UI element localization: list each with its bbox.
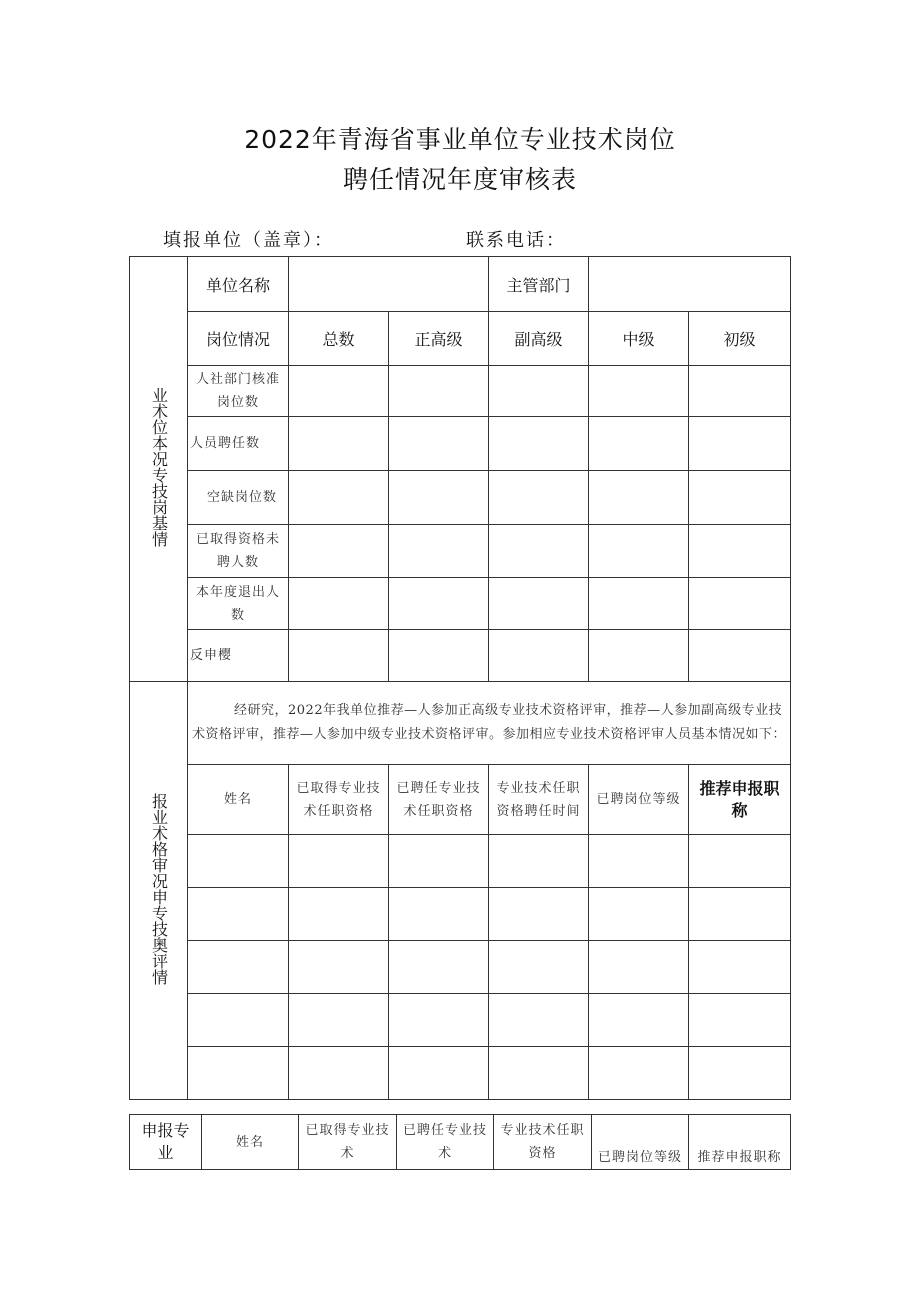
bottom-header-post-level: 已聘岗位等级 — [592, 1115, 689, 1170]
header-obtained: 已取得专业技术任职资格 — [289, 765, 389, 835]
header-appointed: 已聘任专业技术任职资格 — [389, 765, 489, 835]
cell[interactable] — [289, 941, 389, 994]
cell[interactable] — [489, 994, 589, 1047]
cell[interactable] — [589, 941, 689, 994]
cell[interactable] — [689, 835, 791, 888]
cell[interactable] — [589, 630, 689, 682]
cell[interactable] — [389, 578, 489, 630]
cell[interactable] — [489, 835, 589, 888]
cell[interactable] — [188, 888, 289, 941]
dept-value[interactable] — [589, 257, 791, 312]
cell[interactable] — [689, 417, 791, 471]
cell[interactable] — [589, 471, 689, 525]
phone-field-label: 联系电话： — [466, 230, 566, 251]
cell[interactable] — [289, 1047, 389, 1100]
header-name: 姓名 — [188, 765, 289, 835]
cell[interactable] — [289, 417, 389, 471]
header-appoint-time: 专业技术任职资格聘任时间 — [489, 765, 589, 835]
cell[interactable] — [489, 525, 589, 578]
cell[interactable] — [188, 941, 289, 994]
header-recommend: 推荐申报职称 — [689, 765, 791, 835]
cell[interactable] — [689, 630, 791, 682]
bottom-table — [129, 1114, 791, 1170]
cell[interactable] — [289, 888, 389, 941]
cell[interactable] — [689, 525, 791, 578]
bottom-header-recommend: 推荐申报职称 — [689, 1115, 791, 1170]
header-senior: 正高级 — [389, 312, 489, 366]
cell[interactable] — [689, 1047, 791, 1100]
cell[interactable] — [489, 630, 589, 682]
section1-side-label: 业术位本况专技岗基情 — [130, 257, 188, 682]
cell[interactable] — [489, 578, 589, 630]
cell[interactable] — [389, 525, 489, 578]
section2-side-label: 报业术格审况申专技奥评情 — [130, 682, 188, 1100]
intro-paragraph: 经研究，2022年我单位推荐—人参加正高级专业技术资格评审，推荐—人参加副高级专业技术资格评审，推荐—人参加中级专业技术资格评审。参加相应专业技术资格评审人员基本情况如下： — [188, 682, 791, 765]
header-vice-senior: 副高级 — [489, 312, 589, 366]
cell[interactable] — [589, 525, 689, 578]
cell[interactable] — [689, 578, 791, 630]
cell[interactable] — [389, 417, 489, 471]
row-label: 空缺岗位数 — [188, 471, 289, 525]
cell[interactable] — [188, 1047, 289, 1100]
cell[interactable] — [188, 835, 289, 888]
cell[interactable] — [289, 525, 389, 578]
cell[interactable] — [389, 1047, 489, 1100]
cell[interactable] — [689, 941, 791, 994]
row-label: 反申樱 — [188, 630, 289, 682]
header-intermediate: 中级 — [589, 312, 689, 366]
cell[interactable] — [489, 941, 589, 994]
header-total: 总数 — [289, 312, 389, 366]
cell[interactable] — [489, 417, 589, 471]
header-post: 岗位情况 — [188, 312, 289, 366]
cell[interactable] — [389, 366, 489, 417]
cell[interactable] — [589, 417, 689, 471]
cell[interactable] — [689, 366, 791, 417]
cell[interactable] — [489, 888, 589, 941]
cell[interactable] — [289, 578, 389, 630]
cell[interactable] — [489, 366, 589, 417]
row-label: 本年度退出人数 — [188, 578, 289, 630]
cell[interactable] — [389, 630, 489, 682]
cell[interactable] — [289, 471, 389, 525]
cell[interactable] — [589, 1047, 689, 1100]
cell[interactable] — [289, 835, 389, 888]
cell[interactable] — [389, 471, 489, 525]
header-junior: 初级 — [689, 312, 791, 366]
cell[interactable] — [589, 994, 689, 1047]
cell[interactable] — [689, 471, 791, 525]
bottom-header-obtained: 已取得专业技术 — [299, 1115, 397, 1170]
cell[interactable] — [589, 888, 689, 941]
cell[interactable] — [689, 994, 791, 1047]
cell[interactable] — [489, 1047, 589, 1100]
unit-name-value[interactable] — [289, 257, 489, 312]
cell[interactable] — [589, 366, 689, 417]
cell[interactable] — [589, 835, 689, 888]
section3-side-label: 申报专业 — [130, 1115, 202, 1170]
cell[interactable] — [389, 941, 489, 994]
unit-field-label: 填报单位（盖章）： — [163, 230, 334, 251]
header-post-level: 已聘岗位等级 — [589, 765, 689, 835]
row-label: 人社部门核准岗位数 — [188, 366, 289, 417]
cell[interactable] — [289, 366, 389, 417]
row-label: 人员聘任数 — [188, 417, 289, 471]
unit-name-label: 单位名称 — [188, 257, 289, 312]
cell[interactable] — [188, 994, 289, 1047]
cell[interactable] — [589, 578, 689, 630]
dept-label: 主管部门 — [489, 257, 589, 312]
cell[interactable] — [289, 630, 389, 682]
cell[interactable] — [389, 994, 489, 1047]
cell[interactable] — [489, 471, 589, 525]
title-line-1: 2022年青海省事业单位专业技术岗位 — [244, 125, 676, 154]
title-line-2: 聘任情况年度审核表 — [342, 165, 577, 194]
cell[interactable] — [289, 994, 389, 1047]
row-label: 已取得资格未聘人数 — [188, 525, 289, 578]
cell[interactable] — [389, 888, 489, 941]
bottom-header-qualification: 专业技术任职资格 — [494, 1115, 592, 1170]
cell[interactable] — [689, 888, 791, 941]
bottom-header-name: 姓名 — [202, 1115, 299, 1170]
main-table — [129, 256, 791, 1100]
cell[interactable] — [389, 835, 489, 888]
bottom-header-appointed: 已聘任专业技术 — [397, 1115, 494, 1170]
